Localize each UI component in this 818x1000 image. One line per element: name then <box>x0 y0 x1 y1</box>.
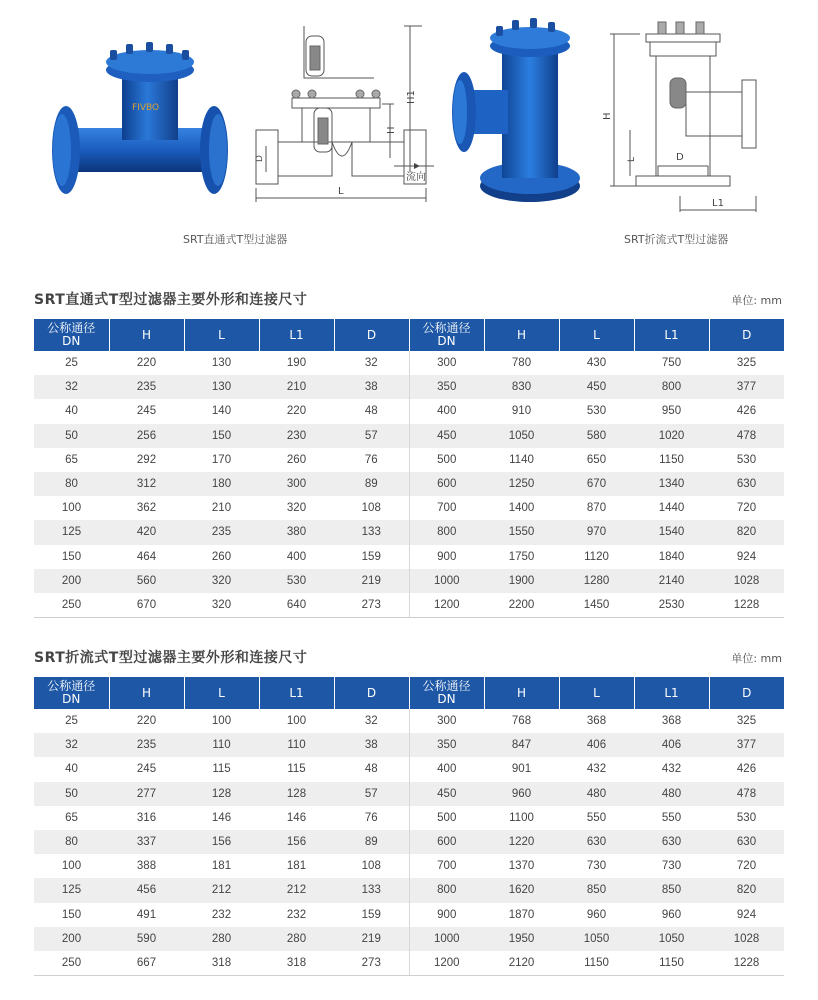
table-cell: 300 <box>409 709 484 733</box>
table-cell: 670 <box>559 472 634 496</box>
table-row <box>34 903 784 927</box>
table-cell: 400 <box>286 550 307 563</box>
table-cell: 1200 <box>409 593 484 617</box>
table-cell: 80 <box>34 830 109 854</box>
column-header: D <box>334 319 409 351</box>
angle-strainer-drawing <box>600 20 780 220</box>
table-cell: 2530 <box>634 593 709 617</box>
table-cell: 820 <box>709 520 784 544</box>
table-cell: 830 <box>484 375 559 399</box>
table-cell: 232 <box>211 908 232 921</box>
table-cell: 318 <box>184 951 259 975</box>
table-cell: 50 <box>34 782 109 806</box>
table-cell: 450 <box>559 375 634 399</box>
table-row <box>34 733 784 757</box>
table-cell: 960 <box>661 908 682 921</box>
table-row <box>34 782 784 806</box>
table-cell: 2140 <box>634 569 709 593</box>
table-cell: 530 <box>736 453 757 466</box>
table-cell: 550 <box>661 811 682 824</box>
table-row <box>34 351 784 375</box>
table-cell: 1370 <box>508 860 535 873</box>
table-cell: 430 <box>586 357 607 370</box>
table-cell: 250 <box>34 951 109 975</box>
table-row <box>34 830 784 854</box>
table-cell: 212 <box>259 878 334 902</box>
table-cell: 667 <box>109 951 184 975</box>
table-cell: 870 <box>586 502 607 515</box>
table-row <box>34 520 784 544</box>
dim-l-label-angle: L <box>627 156 637 162</box>
table-cell: 768 <box>511 715 532 728</box>
table-cell: 260 <box>211 550 232 563</box>
table-cell: 38 <box>334 733 409 757</box>
table-cell: 100 <box>61 860 82 873</box>
table-cell: 377 <box>709 733 784 757</box>
column-header: D <box>709 319 784 351</box>
straight-strainer-photo <box>46 40 236 210</box>
table-cell: 337 <box>109 830 184 854</box>
table2-unit: 单位: mm <box>731 652 782 665</box>
table-cell: 325 <box>736 715 757 728</box>
table-cell: 230 <box>259 424 334 448</box>
table-cell: 1100 <box>509 811 534 824</box>
table-cell: 500 <box>409 806 484 830</box>
table-row <box>34 854 784 878</box>
table-cell: 630 <box>634 830 709 854</box>
table-cell: 100 <box>61 502 82 515</box>
table-cell: 600 <box>409 472 484 496</box>
table-cell: 500 <box>409 448 484 472</box>
table-cell: 220 <box>136 357 157 370</box>
table-cell: 200 <box>34 927 109 951</box>
table-cell: 1200 <box>409 951 484 975</box>
table-cell: 480 <box>634 782 709 806</box>
table-cell: 478 <box>709 782 784 806</box>
table-cell: 40 <box>65 763 78 776</box>
table-cell: 100 <box>211 715 232 728</box>
table-row <box>34 375 784 399</box>
table-row <box>34 448 784 472</box>
table-cell: 1250 <box>484 472 559 496</box>
table-cell: 125 <box>34 520 109 544</box>
table-cell: 1028 <box>709 569 784 593</box>
straight-strainer-drawing <box>244 22 444 212</box>
table-cell: 125 <box>34 878 109 902</box>
column-header: L1 <box>259 677 334 709</box>
table-cell: 432 <box>661 763 682 776</box>
table-cell: 450 <box>409 782 484 806</box>
table-cell: 210 <box>211 502 232 515</box>
product-figures <box>0 0 818 260</box>
straight-strainer-dimension-table <box>34 319 784 618</box>
table-cell: 250 <box>34 593 109 617</box>
table-cell: 960 <box>586 908 607 921</box>
table-cell: 300 <box>409 351 484 375</box>
table-row <box>34 496 784 520</box>
table-cell: 65 <box>65 811 78 824</box>
table-cell: 650 <box>586 453 607 466</box>
table-cell: 89 <box>334 830 409 854</box>
table-cell: 1400 <box>508 502 535 515</box>
table-cell: 780 <box>511 357 532 370</box>
table-cell: 380 <box>259 520 334 544</box>
table-cell: 400 <box>409 757 484 781</box>
table-cell: 219 <box>334 569 409 593</box>
table-cell: 273 <box>334 593 409 617</box>
table-cell: 550 <box>586 811 607 824</box>
table-cell: 25 <box>65 357 78 370</box>
table-cell: 159 <box>361 550 381 563</box>
table-row <box>34 927 784 951</box>
table-cell: 420 <box>109 520 184 544</box>
table-cell: 800 <box>634 375 709 399</box>
table-cell: 530 <box>736 811 757 824</box>
table-cell: 1540 <box>634 520 709 544</box>
table-cell: 1050 <box>484 424 559 448</box>
table-cell: 50 <box>34 424 109 448</box>
table-cell: 312 <box>109 472 184 496</box>
table-cell: 277 <box>109 782 184 806</box>
table-cell: 406 <box>559 733 634 757</box>
column-header: 公称通径 DN <box>409 677 484 709</box>
table-cell: 950 <box>661 405 682 418</box>
table-cell: 1150 <box>559 951 634 975</box>
table-cell: 1150 <box>659 453 684 466</box>
table-row <box>34 424 784 448</box>
flow-direction-label: 流向 <box>406 172 426 183</box>
table-cell: 2120 <box>484 951 559 975</box>
table-cell: 181 <box>286 860 307 873</box>
table-cell: 1450 <box>559 593 634 617</box>
table-row <box>34 472 784 496</box>
table-cell: 245 <box>136 763 157 776</box>
table-cell: 426 <box>736 405 757 418</box>
table-cell: 170 <box>211 453 232 466</box>
table-cell: 325 <box>736 357 757 370</box>
table-cell: 700 <box>409 854 484 878</box>
table-cell: 1000 <box>409 569 484 593</box>
table-cell: 850 <box>559 878 634 902</box>
table-cell: 730 <box>586 860 607 873</box>
table-row <box>34 878 784 902</box>
table-cell: 426 <box>736 763 757 776</box>
table-cell: 456 <box>109 878 184 902</box>
table-cell: 362 <box>136 502 157 515</box>
table-cell: 1950 <box>484 927 559 951</box>
table-cell: 640 <box>259 593 334 617</box>
table-cell: 600 <box>409 830 484 854</box>
table-cell: 368 <box>586 715 607 728</box>
table-cell: 190 <box>286 357 307 370</box>
table-cell: 720 <box>736 502 757 515</box>
table-cell: 260 <box>286 453 307 466</box>
table-cell: 1020 <box>634 424 709 448</box>
table-cell: 212 <box>184 878 259 902</box>
table-header-row <box>34 677 784 709</box>
table-cell: 146 <box>211 811 232 824</box>
angle-strainer-photo <box>450 18 590 208</box>
table-cell: 350 <box>409 375 484 399</box>
table-cell: 1280 <box>559 569 634 593</box>
table-cell: 100 <box>286 715 307 728</box>
table-cell: 48 <box>364 763 378 776</box>
table-cell: 1550 <box>484 520 559 544</box>
table-cell: 1050 <box>634 927 709 951</box>
table-cell: 750 <box>661 357 682 370</box>
nameplate-text: FIVBO <box>132 103 160 113</box>
table-cell: 280 <box>259 927 334 951</box>
straight-strainer-caption: SRT直通式T型过滤器 <box>183 233 288 246</box>
table-cell: 1620 <box>484 878 559 902</box>
table-cell: 32 <box>364 357 378 370</box>
table-cell: 110 <box>259 733 334 757</box>
table-cell: 133 <box>334 878 409 902</box>
table-cell: 1000 <box>409 927 484 951</box>
table-cell: 350 <box>409 733 484 757</box>
table-cell: 924 <box>736 550 757 563</box>
table-cell: 464 <box>136 550 157 563</box>
table-cell: 280 <box>184 927 259 951</box>
angle-strainer-dimension-table <box>34 677 784 976</box>
table-cell: 1440 <box>658 502 685 515</box>
table-cell: 76 <box>364 811 378 824</box>
table-cell: 108 <box>361 502 381 515</box>
table-row <box>34 806 784 830</box>
table-cell: 901 <box>511 763 532 776</box>
table-cell: 850 <box>634 878 709 902</box>
table-cell: 491 <box>136 908 157 921</box>
table-cell: 630 <box>709 830 784 854</box>
table-cell: 235 <box>109 733 184 757</box>
table-cell: 924 <box>736 908 757 921</box>
table-cell: 1150 <box>634 951 709 975</box>
table-cell: 970 <box>559 520 634 544</box>
column-header: 公称通径 DN <box>409 319 484 351</box>
table-cell: 292 <box>136 453 157 466</box>
table-cell: 40 <box>65 405 78 418</box>
table-cell: 130 <box>184 375 259 399</box>
table-cell: 130 <box>211 357 232 370</box>
table1-unit: 单位: mm <box>731 294 782 307</box>
table-cell: 48 <box>364 405 378 418</box>
table-cell: 450 <box>409 424 484 448</box>
table-cell: 700 <box>409 496 484 520</box>
table-cell: 1220 <box>484 830 559 854</box>
table-cell: 1228 <box>709 593 784 617</box>
table2-title: SRT折流式T型过滤器主要外形和连接尺寸 <box>34 650 308 666</box>
table-cell: 1120 <box>584 550 609 563</box>
table-cell: 108 <box>361 860 381 873</box>
table-cell: 38 <box>334 375 409 399</box>
table-cell: 57 <box>334 782 409 806</box>
table-cell: 200 <box>34 569 109 593</box>
table-cell: 730 <box>661 860 682 873</box>
table-row <box>34 545 784 569</box>
table-cell: 156 <box>259 830 334 854</box>
table-cell: 128 <box>259 782 334 806</box>
table-cell: 181 <box>211 860 232 873</box>
table-cell: 32 <box>34 375 109 399</box>
table-cell: 900 <box>409 903 484 927</box>
table-cell: 1140 <box>509 453 534 466</box>
column-header: H <box>484 319 559 351</box>
table-row <box>34 569 784 593</box>
table-cell: 210 <box>259 375 334 399</box>
column-header: L <box>559 677 634 709</box>
table-cell: 156 <box>184 830 259 854</box>
table-row <box>34 757 784 781</box>
table-cell: 235 <box>109 375 184 399</box>
table-cell: 57 <box>334 424 409 448</box>
table-cell: 388 <box>136 860 157 873</box>
table-cell: 76 <box>364 453 378 466</box>
table-cell: 400 <box>409 399 484 423</box>
table-cell: 80 <box>34 472 109 496</box>
table-cell: 220 <box>286 405 307 418</box>
table-cell: 89 <box>334 472 409 496</box>
table-cell: 133 <box>334 520 409 544</box>
table-cell: 219 <box>334 927 409 951</box>
dim-d-label-angle: D <box>676 152 684 163</box>
table-cell: 115 <box>212 763 231 776</box>
table-row <box>34 593 784 617</box>
table-cell: 110 <box>184 733 259 757</box>
table-cell: 1028 <box>709 927 784 951</box>
table-cell: 316 <box>136 811 157 824</box>
table-cell: 256 <box>109 424 184 448</box>
table-header-row <box>34 319 784 351</box>
table-row <box>34 951 784 975</box>
dim-d-label: D <box>255 155 265 162</box>
table-cell: 820 <box>709 878 784 902</box>
table-cell: 300 <box>259 472 334 496</box>
table-cell: 318 <box>259 951 334 975</box>
table-cell: 720 <box>736 860 757 873</box>
table-cell: 1900 <box>484 569 559 593</box>
table-cell: 320 <box>184 593 259 617</box>
table-row <box>34 709 784 733</box>
table-cell: 159 <box>361 908 381 921</box>
table-cell: 150 <box>61 550 82 563</box>
column-header: L1 <box>634 319 709 351</box>
table-cell: 235 <box>184 520 259 544</box>
table-cell: 2200 <box>484 593 559 617</box>
table-cell: 32 <box>34 733 109 757</box>
column-header: 公称通径 DN <box>34 319 109 351</box>
table-cell: 580 <box>559 424 634 448</box>
table-cell: 900 <box>409 545 484 569</box>
table-cell: 800 <box>409 878 484 902</box>
table-cell: 590 <box>109 927 184 951</box>
table-cell: 800 <box>409 520 484 544</box>
table-cell: 530 <box>586 405 607 418</box>
table-cell: 32 <box>364 715 378 728</box>
table-cell: 670 <box>109 593 184 617</box>
column-header: L1 <box>259 319 334 351</box>
table-cell: 630 <box>709 472 784 496</box>
table-cell: 960 <box>484 782 559 806</box>
table-cell: 630 <box>559 830 634 854</box>
table-cell: 1228 <box>709 951 784 975</box>
column-header: D <box>334 677 409 709</box>
table-cell: 273 <box>334 951 409 975</box>
table-cell: 377 <box>709 375 784 399</box>
table-cell: 146 <box>286 811 307 824</box>
table-cell: 478 <box>709 424 784 448</box>
table-cell: 1750 <box>508 550 535 563</box>
column-header: D <box>709 677 784 709</box>
table-cell: 1340 <box>634 472 709 496</box>
angle-strainer-caption: SRT折流式T型过滤器 <box>624 233 729 246</box>
table-cell: 847 <box>484 733 559 757</box>
table-cell: 115 <box>287 763 306 776</box>
table-cell: 25 <box>65 715 78 728</box>
column-header: L <box>559 319 634 351</box>
table-cell: 65 <box>65 453 78 466</box>
table-cell: 140 <box>211 405 232 418</box>
table-cell: 320 <box>184 569 259 593</box>
table-cell: 150 <box>61 908 82 921</box>
column-header: H <box>109 319 184 351</box>
column-header: H <box>109 677 184 709</box>
table-cell: 560 <box>109 569 184 593</box>
dim-l-label: L <box>338 186 344 197</box>
dim-h-label: H <box>386 126 397 134</box>
table-cell: 232 <box>286 908 307 921</box>
dim-h-label-angle: H <box>602 112 613 120</box>
table-cell: 530 <box>259 569 334 593</box>
table-cell: 180 <box>184 472 259 496</box>
column-header: L1 <box>634 677 709 709</box>
table-cell: 128 <box>184 782 259 806</box>
column-header: 公称通径 DN <box>34 677 109 709</box>
column-header: H <box>484 677 559 709</box>
table-cell: 245 <box>136 405 157 418</box>
table-cell: 368 <box>661 715 682 728</box>
table-cell: 406 <box>634 733 709 757</box>
table-cell: 1870 <box>508 908 535 921</box>
table-cell: 432 <box>586 763 607 776</box>
table-row <box>34 399 784 423</box>
dim-l1-label-angle: L1 <box>712 198 724 209</box>
dim-h1-label: H1 <box>406 90 417 104</box>
table-cell: 150 <box>184 424 259 448</box>
table-cell: 220 <box>136 715 157 728</box>
column-header: L <box>184 677 259 709</box>
table-cell: 320 <box>286 502 307 515</box>
table-cell: 480 <box>559 782 634 806</box>
table-cell: 1050 <box>559 927 634 951</box>
table1-title: SRT直通式T型过滤器主要外形和连接尺寸 <box>34 292 308 308</box>
column-header: L <box>184 319 259 351</box>
table-cell: 910 <box>511 405 532 418</box>
table-cell: 1840 <box>658 550 685 563</box>
